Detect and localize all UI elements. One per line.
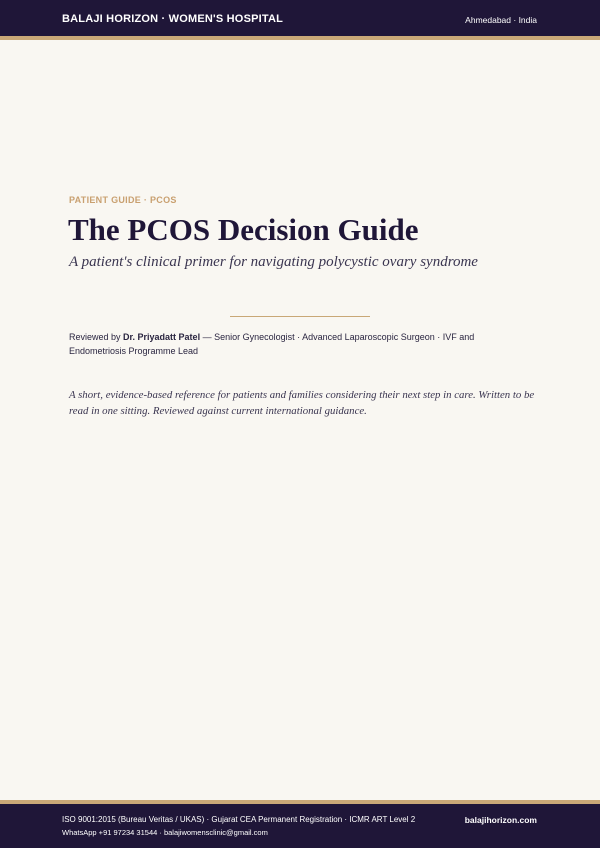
gold-divider (230, 316, 370, 317)
contact-text: WhatsApp +91 97234 31544 · balajiwomensclinic@gmail.com (62, 828, 268, 837)
reviewer-name: Dr. Priyadatt Patel (123, 332, 201, 342)
reviewer-credit (69, 330, 509, 358)
guide-category-label: PATIENT GUIDE · PCOS (69, 195, 177, 205)
page-title: The PCOS Decision Guide (68, 212, 419, 247)
reviewer-credentials: — Senior Gynecologist · Advanced Laparoscopic Surgeon · IVF and Endometriosis Programme Lead (69, 332, 475, 356)
page-subtitle: A patient's clinical primer for navigating polycystic ovary syndrome (69, 254, 478, 270)
hospital-location: Ahmedabad · India (465, 15, 537, 25)
accreditation-text: ISO 9001:2015 (Bureau Veritas / UKAS) · Gujarat CEA Permanent Registration · ICMR ART Level 2 (62, 815, 416, 824)
top-header-bar (0, 0, 600, 40)
intro-paragraph: A short, evidence-based reference for patients and families considering their next step in care. Written to be read in one sitting. Reviewed against current international guidance. (69, 389, 535, 417)
website-link[interactable]: balajihorizon.com (464, 815, 537, 825)
footer-bar (0, 800, 600, 848)
hospital-brand: BALAJI HORIZON · WOMEN'S HOSPITAL (62, 13, 284, 25)
reviewer-prefix: Reviewed by (69, 332, 124, 342)
